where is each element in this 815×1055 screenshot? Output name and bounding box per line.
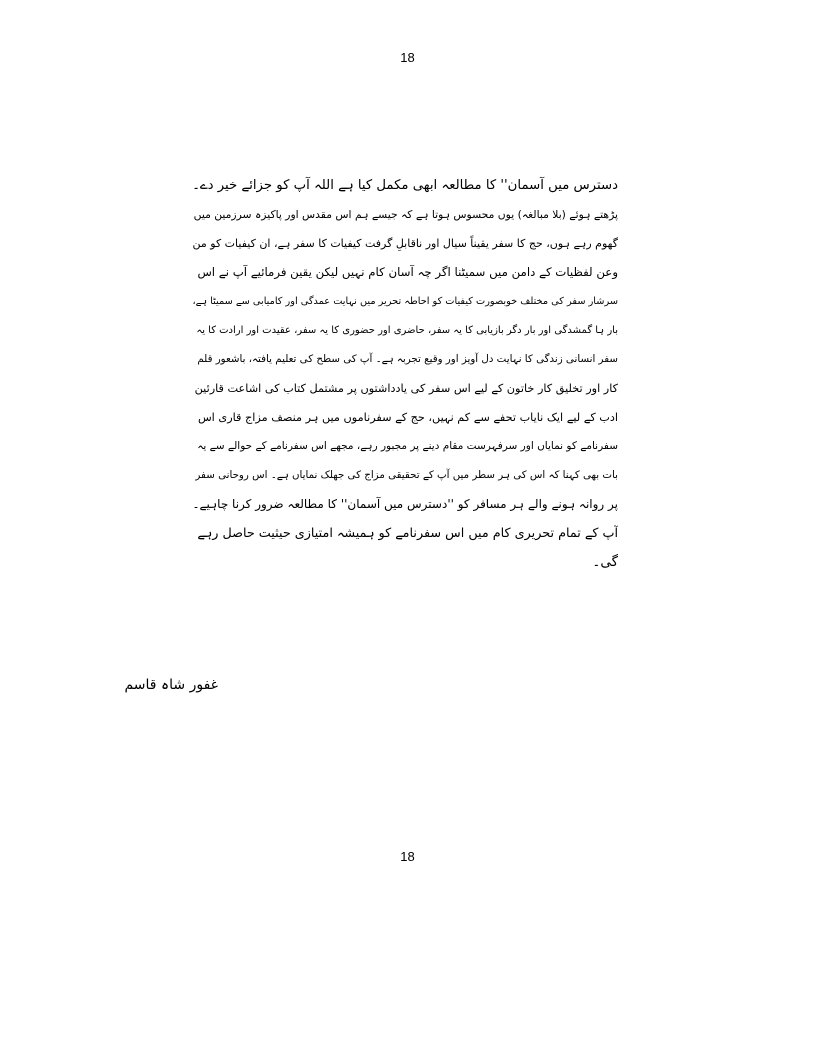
page-number-bottom: 18 xyxy=(400,849,415,864)
body-line: سفر انسانی زندگی کا نہایت دل آویز اور وقیع تجربہ ہے۔ آپ کی سطح کی تعلیم یافتہ، باشعور قلم xyxy=(197,353,618,365)
body-line: کار اور تخلیق کار خاتون کے لیے اس سفر کی یادداشتوں پر مشتمل کتاب کی اشاعت قارئین xyxy=(194,382,618,395)
body-line: وعن لفظیات کے دامن میں سمیٹنا اگر چہ آسان کام نہیں لیکن یقین فرمائیے آپ نے اس xyxy=(197,265,618,279)
body-line: گی۔ xyxy=(592,554,618,570)
body-line: پڑھتے ہوئے (بلا مبالغہ) یوں محسوس ہوتا ہے کہ جیسے ہم اس مقدس اور پاکیزہ سرزمین میں xyxy=(193,208,618,221)
body-line: گھوم رہے ہوں، حج کا سفر یقیناً سیال اور ناقابلِ گرفت کیفیات کا سفر ہے، ان کیفیات کو من xyxy=(192,237,618,250)
body-line: سفرنامے کو نمایاں اور سرفہرست مقام دینے پر مجبور رہے، مجھے اس سفرنامے کے حوالے سے یہ xyxy=(197,440,618,452)
body-line: ادب کے لیے ایک نایاب تحفے سے کم نہیں، حج کے سفرناموں میں ہر منصف مزاج قاری اس xyxy=(197,411,618,424)
body-line: پر روانہ ہونے والے ہر مسافر کو ''دسترس میں آسمان'' کا مطالعہ ضرور کرنا چاہیے۔ xyxy=(192,497,618,511)
author-signature: غفور شاہ قاسم xyxy=(124,677,218,693)
body-line: بار ہا گمشدگی اور بار دگر بازیابی کا یہ سفر، حاضری اور حضوری کا یہ سفر، عقیدت اور ارادت کا یہ xyxy=(196,325,618,336)
page-number-top: 18 xyxy=(400,50,415,65)
body-line: بات بھی کہنا کہ اس کی ہر سطر میں آپ کے تحقیقی مزاج کی جھلک نمایاں ہے۔ اس روحانی سفر xyxy=(195,469,618,481)
body-line: دسترس میں آسمان'' کا مطالعہ ابھی مکمل کیا ہے اللہ آپ کو جزائے خیر دے۔ xyxy=(192,178,618,193)
body-line: سرشار سفر کی مختلف خوبصورت کیفیات کو احاطہ تحریر میں نہایت عمدگی اور کامیابی سے سمیٹا ہے، xyxy=(192,296,618,307)
body-line: آپ کے تمام تحریری کام میں اس سفرنامے کو ہمیشہ امتیازی حیثیت حاصل رہے xyxy=(197,526,618,541)
